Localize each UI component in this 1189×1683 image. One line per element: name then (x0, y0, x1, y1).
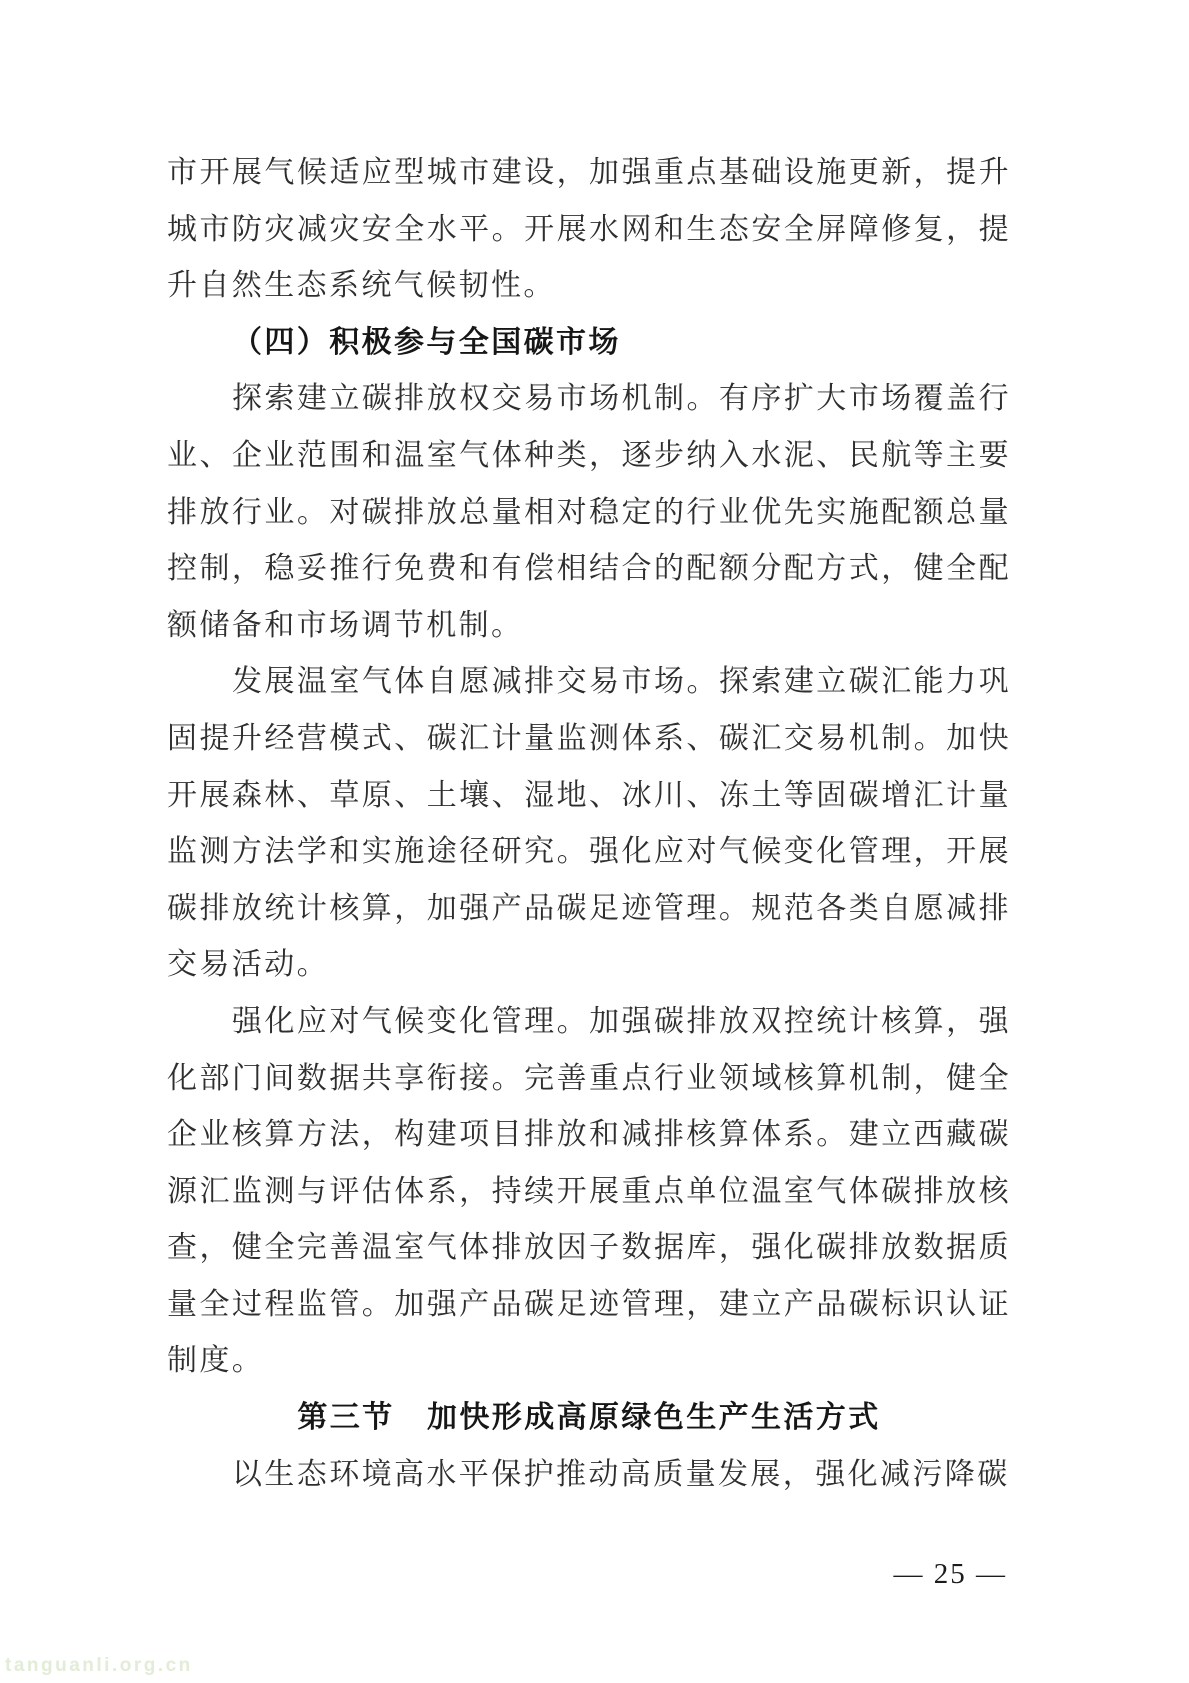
page-number: — 25 — (893, 1558, 1007, 1590)
section-heading: 第三节 加快形成高原绿色生产生活方式 (297, 1401, 881, 1435)
paragraph: 以生态环境高水平保护推动高质量发展，强化减污降碳 (232, 1457, 1010, 1491)
paragraph: 强化应对气候变化管理。加强碳排放双控统计核算，强化部门间数据共享衔接。完善重点行业领域核算机制，健全企业核算方法，构建项目排放和减排核算体系。建立西藏碳源汇监测与评估体系，持续开展重点单位温室气体碳排放核查，健全完善温室气体排放因子数据库，强化碳排放数据质量全过程监管。加强产品碳足迹管理，建立产品碳标识认证制度。 (167, 1004, 1011, 1378)
subsection-heading: （四）积极参与全国碳市场 (232, 325, 621, 359)
paragraph: 探索建立碳排放权交易市场机制。有序扩大市场覆盖行业、企业范围和温室气体种类，逐步纳入水泥、民航等主要排放行业。对碳排放总量相对稳定的行业优先实施配额总量控制，稳妥推行免费和有偿相结合的配额分配方式，健全配额储备和市场调节机制。 (167, 382, 1011, 642)
document-text-block (167, 145, 1011, 1503)
paragraph: 发展温室气体自愿减排交易市场。探索建立碳汇能力巩固提升经营模式、碳汇计量监测体系、碳汇交易机制。加快开展森林、草原、土壤、湿地、冰川、冻土等固碳增汇计量监测方法学和实施途径研究。强化应对气候变化管理，开展碳排放统计核算，加强产品碳足迹管理。规范各类自愿减排交易活动。 (167, 665, 1011, 982)
paragraph-continuation: 市开展气候适应型城市建设，加强重点基础设施更新，提升城市防灾减灾安全水平。开展水网和生态安全屏障修复，提升自然生态系统气候韧性。 (167, 156, 1011, 303)
watermark: tanguanli.org.cn (5, 1655, 193, 1676)
